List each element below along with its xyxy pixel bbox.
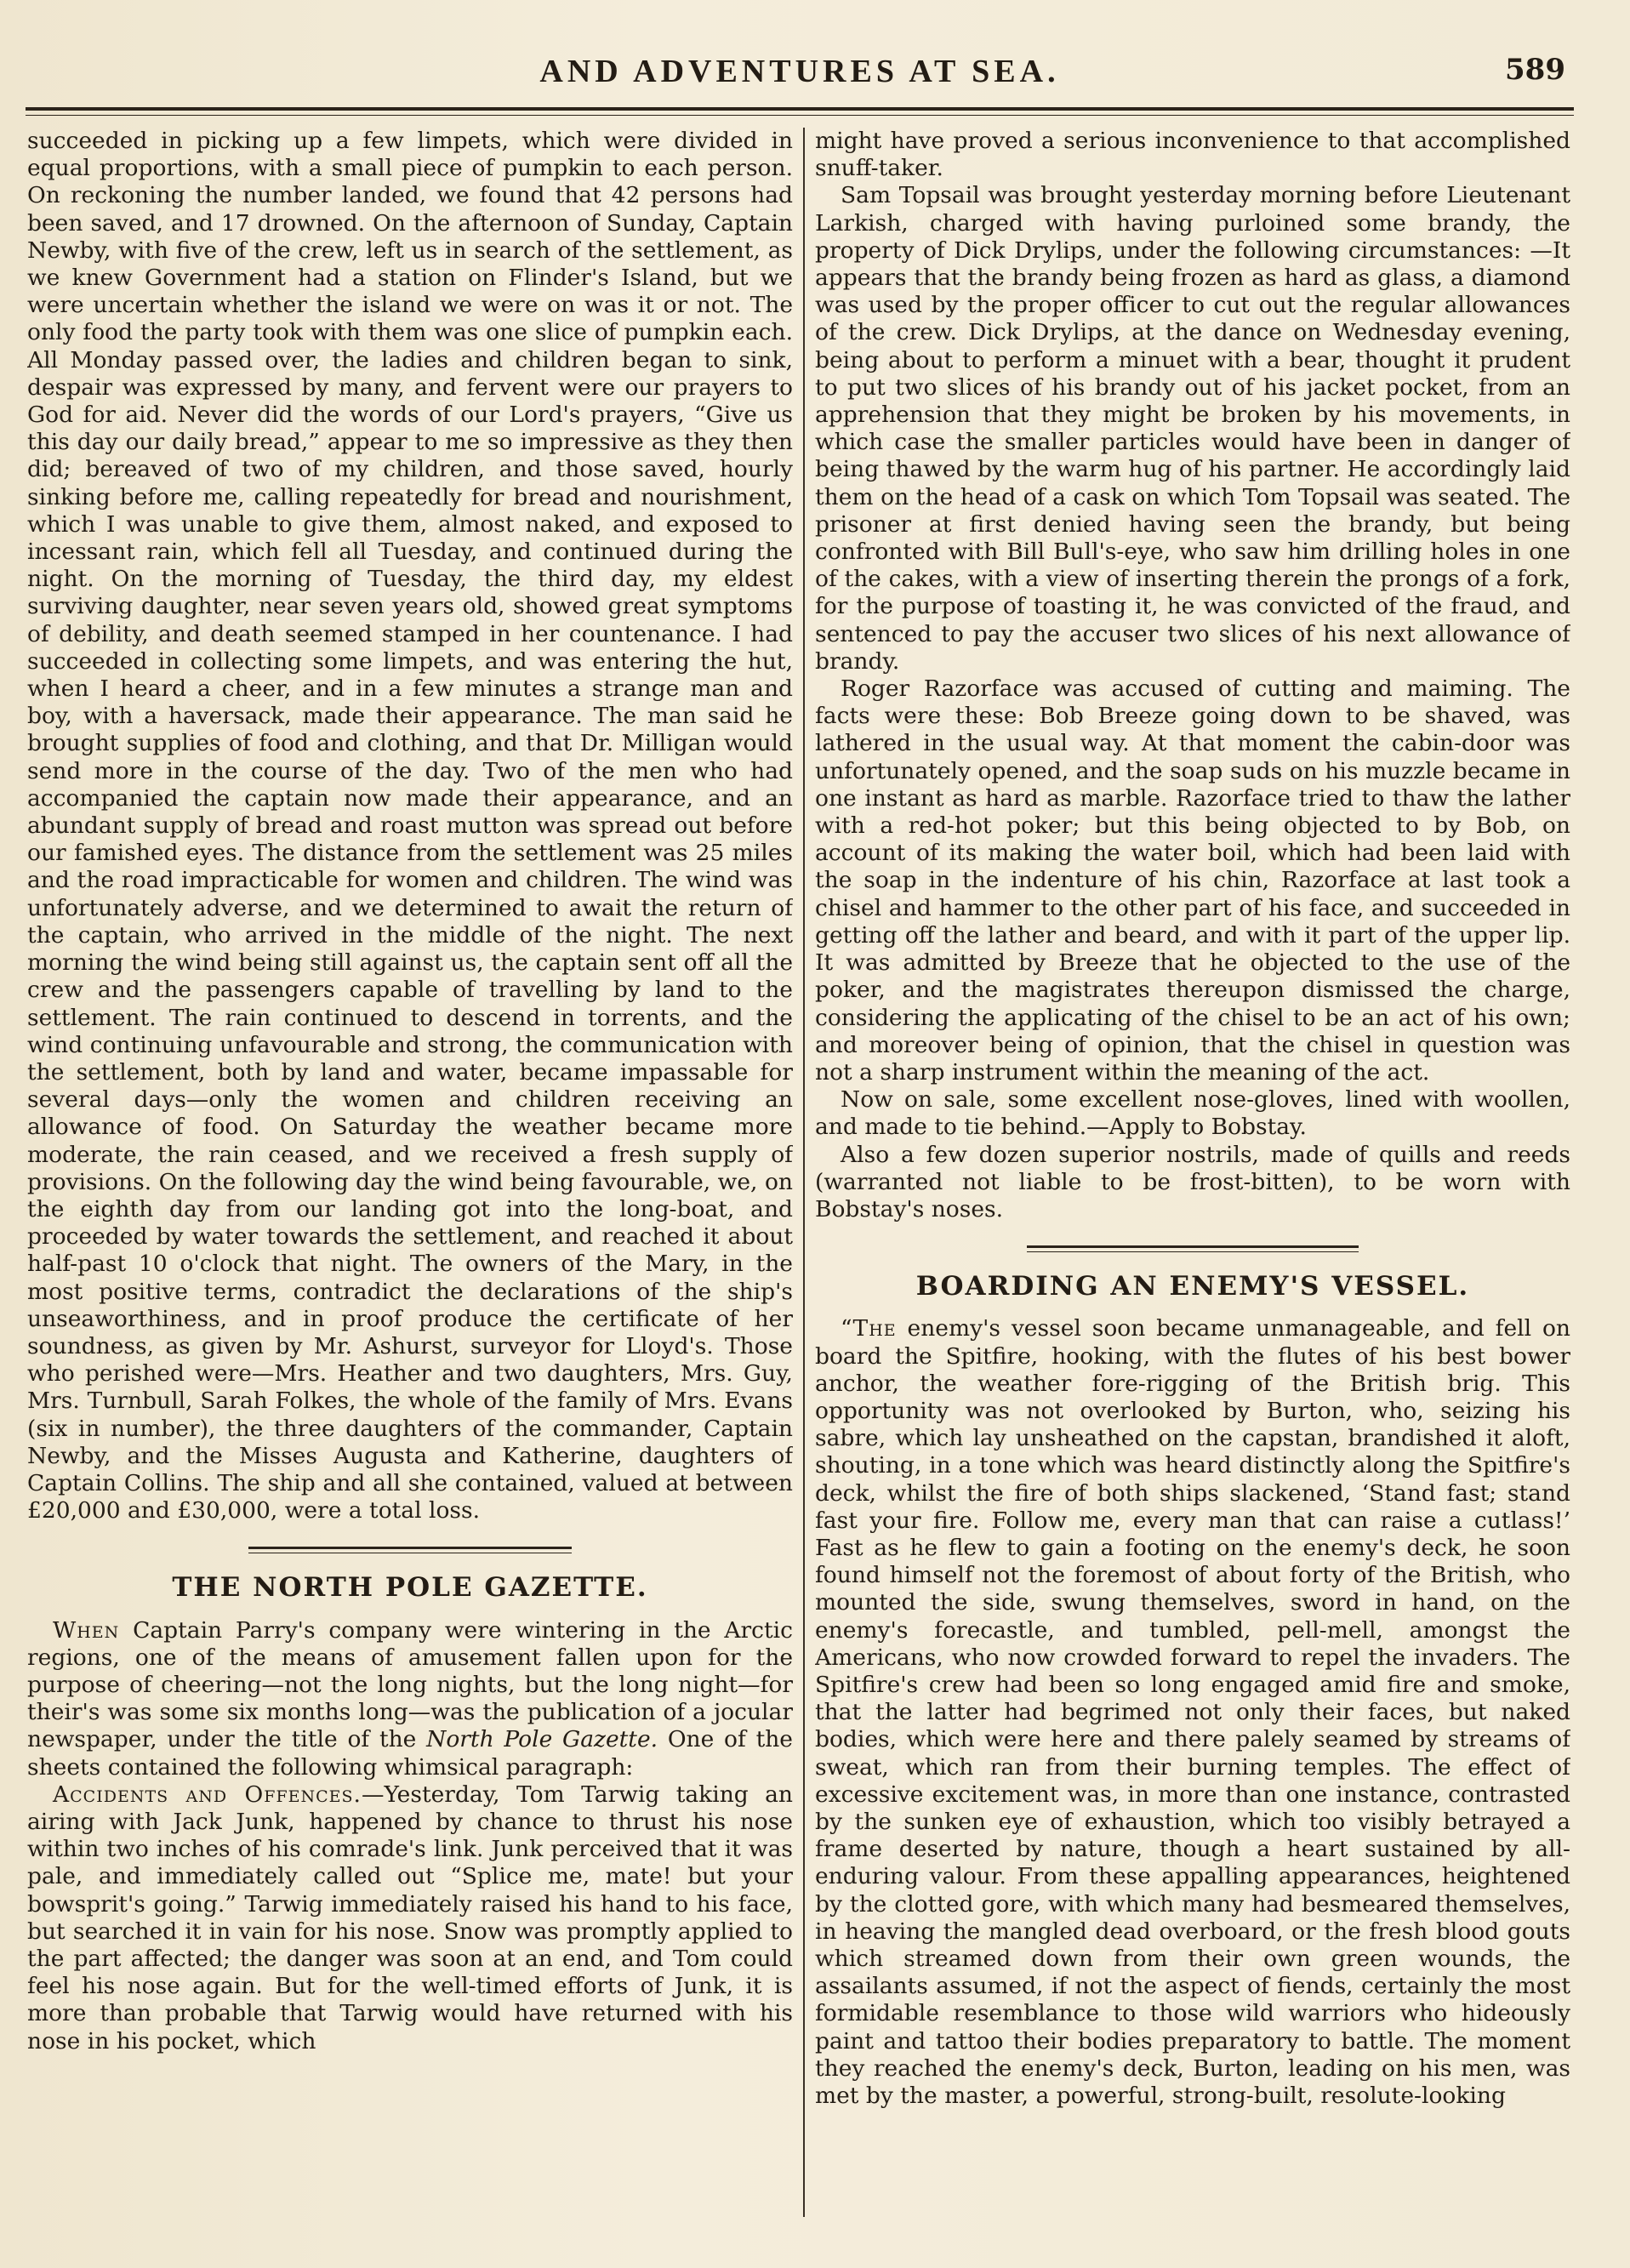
section-separator bbox=[248, 1547, 572, 1555]
boarding-text: enemy's vessel soon became unmanageable, and fell on board the Spitfire, hooking, with the flutes of his best bower anchor, the weather fore-rigging of the British brig. This opportunity was not overlooked by Burton, who, seizing his sabre, which lay unsheathed on the capstan, brandished it aloft, shouting, in a tone which was heard distinctly along the Spitfire's deck, whilst the fire of both ships slackened, ‘Stand fast; stand fast your fire. Follow me, every man that can raise a cutlass!’ Fast as he flew to gain a footing on the enemy's deck, he soon found himself not the foremost of about forty of the British, who mounted the side, swung themselves, sword in hand, on the enemy's forecastle, and tumbled, pell-mell, amongst the Americans, who now crowded forward to repel the invaders. The Spitfire's crew had been so long engaged amid fire and smoke, that the latter had begrimed not only their faces, but naked bodies, which were here and there palely seamed by streams of sweat, which ran from their burning temples. The effect of excessive excitement was, in more than one instance, contrasted by the sunken eye of exhaustion, which too visibly betrayed a frame deserted by nature, though a heart sustained by all-enduring valour. From these appalling appearances, heightened by the clotted gore, with which many had besmeared themselves, in heaving the mangled dead overboard, or the fresh blood gouts which streamed down from their own green wounds, the assailants assumed, if not the aspect of fiends, certainly the most formidable resemblance to those wild warriors who hideously paint and tattoo their bodies preparatory to battle. The moment they reached the enemy's deck, Burton, leading on his men, was met by the master, a powerful, strong-built, resolute-looking bbox=[815, 1315, 1570, 2110]
header-rule-thin bbox=[26, 115, 1574, 116]
right-column bbox=[815, 128, 1570, 2234]
razorface-paragraph: Roger Razorface was accused of cutting and maiming. The facts were these: Bob Breeze going down to be shaved, was lathered in the usual way. At that moment the cabin-door was unfortunately opened, and the soap suds on his muzzle became in one instant as hard as marble. Razorface tried to thaw the lather with a red-hot poker; but this being objected to by Bob, on account of its making the water boil, which had been laid with the soap in the indenture of his chin, Razorface at last took a chisel and hammer to the other part of his face, and succeeded in getting off the lather and beard, and with it part of the upper lip. It was admitted by Breeze that he objected to the use of the poker, and the magistrates thereupon dismissed the charge, considering the applicating of the chisel to be an act of his own; and moreover being of opinion, that the chisel in question was not a sharp instrument within the meaning of the act. bbox=[815, 675, 1570, 1086]
boarding-paragraph bbox=[815, 1315, 1570, 2110]
gazette-intro-text: Captain Parry's company were wintering in the Arctic regions, one of the means of amusement fallen upon for the purpose of cheering—not the long nights, but the long night—for their's was some six months long—was the publication of a jocular newspaper, under the title of the bbox=[27, 1616, 793, 1753]
gazette-intro-text-end: One of the sheets contained the following whimsical paragraph: bbox=[27, 1726, 793, 1781]
column-divider bbox=[803, 128, 805, 2217]
drop-word: “The bbox=[841, 1315, 897, 1342]
gazette-title-italic: North Pole Gazette. bbox=[426, 1726, 658, 1753]
nose-gloves-notice: Now on sale, some excellent nose-gloves, lined with woollen, and made to tie behind.—Apply to Bobstay. bbox=[815, 1086, 1570, 1141]
drop-word: When bbox=[53, 1616, 120, 1644]
accidents-text: —Yesterday, Tom Tarwig taking an airing with Jack Junk, happened by chance to thrust his nose within two inches of his comrade's link. Junk perceived that it was pale, and immediately called out “Splice me, mate! but your bowsprit's going.” Tarwig immediately raised his hand to his face, but searched it in vain for his nose. Snow was promptly applied to the part affected; the danger was soon at an end, and Tom could feel his nose again. But for the well-timed efforts of Junk, it is more than probable that Tarwig would have returned with his nose in his pocket, which bbox=[27, 1781, 793, 2054]
gazette-intro-paragraph bbox=[27, 1617, 793, 1781]
page-header bbox=[26, 41, 1574, 126]
page-number: 589 bbox=[1505, 53, 1565, 87]
shipwreck-narrative-paragraph: succeeded in picking up a few limpets, which were divided in equal proportions, with a small piece of pumpkin to each person. On reckoning the number landed, we found that 42 persons had been saved, and 17 drowned. On the afternoon of Sunday, Captain Newby, with five of the crew, left us in search of the settlement, as we knew Government had a station on Flinder's Island, but we were uncertain whether the island we were on was it or not. The only food the party took with them was one slice of pumpkin each. All Monday passed over, the ladies and children began to sink, despair was expressed by many, and fervent were our prayers to God for aid. Never did the words of our Lord's prayers, “Give us this day our daily bread,” appear to me so impressive as they then did; bereaved of two of my children, and those saved, hourly sinking before me, calling repeatedly for bread and nourishment, which I was unable to give them, almost naked, and exposed to incessant rain, which fell all Tuesday, and continued during the night. On the morning of Tuesday, the third day, my eldest surviving daughter, near seven years old, showed great symptoms of debility, and death seemed stamped in her countenance. I had succeeded in collecting some limpets, and was entering the hut, when I heard a cheer, and in a few minutes a strange man and boy, with a haversack, made their appearance. The man said he brought supplies of food and clothing, and that Dr. Milligan would send more in the course of the day. Two of the men who had accompanied the captain now made their appearance, and an abundant supply of bread and roast mutton was spread out before our famished eyes. The distance from the settlement was 25 miles and the road impracticable for women and children. The wind was unfortunately adverse, and we determined to await the return of the captain, who arrived in the middle of the night. The next morning the wind being still against us, the captain sent off all the crew and the passengers capable of travelling by land to the settlement. The rain continued to descend in torrents, and the wind continuing unfavourable and strong, the communication with the settlement, both by land and water, became impassable for several days—only the women and children receiving an allowance of food. On Saturday the weather became more moderate, the rain ceased, and we received a fresh supply of provisions. On the following day the wind being favourable, we, on the eighth day from our landing got into the long-boat, and proceeded by water towards the settlement, and reached it about half-past 10 o'clock that night. The owners of the Mary, in the most positive terms, contradict the declarations of the ship's unseaworthiness, and in proof produce the certificate of her soundness, as given by Mr. Ashurst, surveyor for Lloyd's. Those who perished were—Mrs. Heather and two daughters, Mrs. Guy, Mrs. Turnbull, Sarah Folkes, the whole of the family of Mrs. Evans (six in number), the three daughters of the commander, Captain Newby, and the Misses Augusta and Katherine, daughters of Captain Collins. The ship and all she contained, valued at between £20,000 and £30,000, were a total loss. bbox=[27, 128, 793, 1524]
section-title-boarding-enemy-vessel: BOARDING AN ENEMY'S VESSEL. bbox=[915, 1271, 1470, 1302]
accidents-heading: Accidents and Offences. bbox=[53, 1781, 362, 1808]
left-column bbox=[27, 128, 793, 2234]
running-head: AND ADVENTURES AT SEA. bbox=[539, 54, 1060, 89]
accidents-paragraph bbox=[27, 1781, 793, 2055]
header-rule bbox=[26, 107, 1574, 111]
section-title-north-pole-gazette: THE NORTH POLE GAZETTE. bbox=[172, 1572, 648, 1604]
continued-paragraph: might have proved a serious inconvenience to that accomplished snuff-taker. bbox=[815, 128, 1570, 182]
topsail-paragraph: Sam Topsail was brought yesterday morning before Lieutenant Larkish, charged with having purloined some brandy, the property of Dick Drylips, under the following circumstances: —It appears that the brandy being frozen as hard as glass, a diamond was used by the proper officer to cut out the regular allowances of the crew. Dick Drylips, at the dance on Wednesday evening, being about to perform a minuet with a bear, thought it prudent to put two slices of his brandy out of his jacket pocket, from an apprehension that they might be broken by his movements, in which case the smaller particles would have been in danger of being thawed by the warm hug of his partner. He accordingly laid them on the head of a cask on which Tom Topsail was seated. The prisoner at first denied having seen the brandy, but being confronted with Bill Bull's-eye, who saw him drilling holes in one of the cakes, with a view of inserting therein the prongs of a fork, for the purpose of toasting it, he was convicted of the fraud, and sentenced to pay the accuser two slices of his next allowance of brandy. bbox=[815, 182, 1570, 675]
section-separator bbox=[1027, 1245, 1359, 1254]
nostrils-notice: Also a few dozen superior nostrils, made of quills and reeds (warranted not liable to be frost-bitten), to be worn with Bobstay's noses. bbox=[815, 1141, 1570, 1222]
